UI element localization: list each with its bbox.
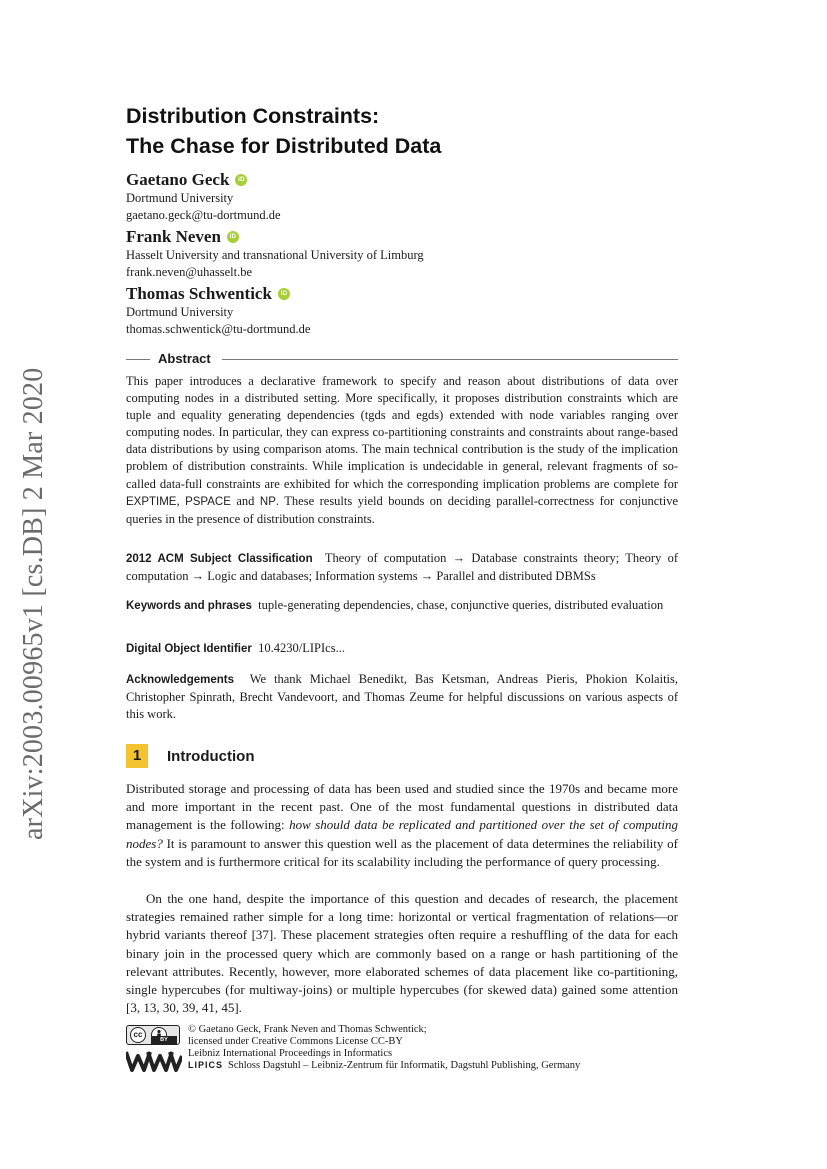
- author-block-2: [126, 227, 424, 281]
- rule-divider: [222, 359, 678, 360]
- acm-label: 2012 ACM Subject Classification: [126, 553, 313, 565]
- author-block-3: [126, 284, 310, 338]
- author-name: Thomas Schwentick iD: [126, 284, 310, 304]
- doi-link[interactable]: 10.4230/LIPIcs...: [258, 641, 345, 655]
- orcid-icon[interactable]: iD: [227, 231, 239, 243]
- abstract-label: Abstract: [158, 351, 211, 366]
- author-email: gaetano.geck@tu-dortmund.de: [126, 208, 281, 222]
- acknowledgements: Acknowledgements We thank Michael Benedikt, Bas Ketsman, Andreas Pieris, Phokion Kolaitis, Christopher Spinrath, Brecht Vandevoort, and Thomas Zeume for helpful discussions on various aspects of this work.: [126, 672, 678, 722]
- author-affiliation: Hasselt University and transnational University of Limburg: [126, 248, 424, 262]
- section-title: Introduction: [167, 747, 255, 765]
- series-line: Leibniz International Proceedings in Informatics: [188, 1048, 393, 1059]
- orcid-icon[interactable]: iD: [235, 174, 247, 186]
- section-number: 1: [126, 744, 148, 768]
- cc-by-badge-icon: [126, 1025, 180, 1045]
- paper-title: [126, 101, 441, 161]
- license-line: licensed under Creative Commons License CC-BY: [188, 1036, 403, 1047]
- acknowledgements-label: Acknowledgements: [126, 674, 234, 686]
- author-name: Frank Neven iD: [126, 227, 424, 247]
- intro-paragraph-1: Distributed storage and processing of data has been used and studied since the 1970s and became more and more important in the recent past. One of the most fundamental questions in distributed data management is the following: how should data be replicated and partitioned over the set of computing nodes? It is paramount to answer this question well as the placement of data determines the reliability of the system and is furthermore critical for its scalability including the performance of query processing.: [126, 781, 678, 869]
- author-email: thomas.schwentick@tu-dortmund.de: [126, 322, 311, 336]
- license-footer: [126, 1024, 678, 1074]
- title-line-1: Distribution Constraints:: [126, 104, 380, 128]
- publisher-line: Schloss Dagstuhl – Leibniz-Zentrum für Informatik, Dagstuhl Publishing, Germany: [228, 1060, 581, 1071]
- abstract-heading: [126, 351, 678, 369]
- acm-classification: 2012 ACM Subject Classification Theory of computation → Database constraints theory; Theory of computation → Logic and databases; Information systems → Parallel and distributed DBMSs: [126, 551, 678, 584]
- rule-divider: [126, 359, 150, 360]
- doi-label: Digital Object Identifier: [126, 643, 252, 655]
- intro-paragraph-2: On the one hand, despite the importance of this question and decades of research, the placement strategies remained rather simple for a long time: horizontal or vertical fragmentation of relations—or hybrid variants thereof [37]. These placement strategies often require a reshuffling of the data for each binary join in the processed query which are commonly based on a range or hash partitioning of the relevant attributes. Recently, however, more elaborated schemes of data placement like co-partitioning, single hypercubes (for multiway-joins) or multiple hypercubes (for skewed data) gained some attention [3, 13, 30, 39, 41, 45].: [126, 891, 678, 1016]
- by-label: BY: [151, 1036, 177, 1044]
- cc-icon: cc: [130, 1027, 146, 1043]
- lipics-logo-icon: [126, 1050, 182, 1072]
- author-name: Gaetano Geck iD: [126, 170, 281, 190]
- author-block-1: [126, 170, 281, 224]
- lipics-wordmark: LIPICS: [188, 1060, 224, 1070]
- author-email: frank.neven@uhasselt.be: [126, 265, 253, 279]
- orcid-icon[interactable]: iD: [278, 288, 290, 300]
- doi: [126, 640, 678, 658]
- keywords-label: Keywords and phrases: [126, 600, 252, 612]
- section-heading: [126, 744, 254, 768]
- author-affiliation: Dortmund University: [126, 305, 234, 319]
- title-line-2: The Chase for Distributed Data: [126, 134, 442, 158]
- abstract-text: This paper introduces a declarative framework to specify and reason about distributions of data over computing nodes in a distributed setting. More specifically, it proposes distribution constraints which are tuple and equality generating dependencies (tgds and egds) extended with node variables ranging over computing nodes. In particular, they can express co-partitioning constraints and constraints about range-based data distributions by using comparison atoms. The main technical contribution is the study of the implication problem of distribution constraints. While implication is undecidable in general, relevant fragments of so-called data-full constraints are exhibited for which the corresponding implication problems are complete for EXPTIME, PSPACE and NP. These results yield bounds on deciding parallel-correctness for conjunctive queries in the presence of distribution constraints.: [126, 374, 678, 526]
- keywords: Keywords and phrases tuple-generating dependencies, chase, conjunctive queries, distributed evaluation: [126, 598, 664, 612]
- arxiv-identifier: arXiv:2003.00965v1 [cs.DB] 2 Mar 2020: [18, 367, 49, 840]
- author-affiliation: Dortmund University: [126, 191, 234, 205]
- copyright-line: © Gaetano Geck, Frank Neven and Thomas Schwentick;: [188, 1024, 427, 1035]
